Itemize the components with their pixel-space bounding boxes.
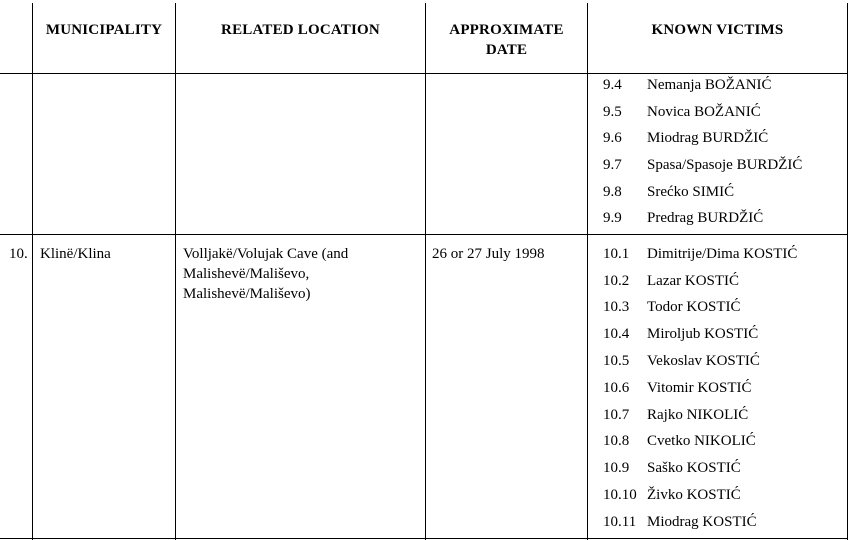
victim-number: 9.4 bbox=[603, 77, 622, 93]
victim-name: Vitomir KOSTIĆ bbox=[647, 380, 752, 396]
grid-line-h-header bbox=[0, 73, 848, 74]
victim-name: Srećko SIMIĆ bbox=[647, 184, 735, 200]
header-related-location: RELATED LOCATION bbox=[221, 22, 380, 38]
victim-name: Spasa/Spasoje BURDŽIĆ bbox=[647, 157, 803, 173]
victim-number: 9.7 bbox=[603, 157, 622, 173]
location-line: Volljakë/Volujak Cave (and bbox=[183, 246, 349, 262]
victim-number: 10.10 bbox=[603, 487, 637, 503]
victim-number: 9.9 bbox=[603, 210, 622, 226]
victim-name: Dimitrije/Dima KOSTIĆ bbox=[647, 246, 798, 262]
date-cell: 26 or 27 July 1998 bbox=[432, 246, 545, 262]
victim-name: Vekoslav KOSTIĆ bbox=[647, 353, 760, 369]
victim-name: Lazar KOSTIĆ bbox=[647, 273, 740, 289]
grid-line-h-bottom bbox=[0, 538, 848, 539]
grid-line-v-4 bbox=[847, 3, 848, 540]
victim-number: 10.8 bbox=[603, 433, 630, 449]
victim-number: 10.3 bbox=[603, 299, 630, 315]
victim-name: Miroljub KOSTIĆ bbox=[647, 326, 759, 342]
grid-line-v-0 bbox=[32, 3, 33, 540]
location-line: Malishevë/Mališevo) bbox=[183, 286, 311, 302]
victim-number: 10.4 bbox=[603, 326, 630, 342]
victim-number: 10.11 bbox=[603, 514, 637, 530]
grid-line-v-3 bbox=[587, 3, 588, 540]
victim-name: Miodrag KOSTIĆ bbox=[647, 514, 757, 530]
grid-line-v-1 bbox=[175, 3, 176, 540]
victim-name: Cvetko NIKOLIĆ bbox=[647, 433, 756, 449]
location-cell bbox=[183, 244, 348, 304]
victim-number: 9.8 bbox=[603, 184, 622, 200]
victim-number: 10.1 bbox=[603, 246, 630, 262]
grid-line-h-row bbox=[0, 234, 848, 235]
header-approximate-date bbox=[426, 20, 587, 60]
header-known-victims: KNOWN VICTIMS bbox=[651, 22, 784, 38]
victim-number: 10.6 bbox=[603, 380, 630, 396]
victim-number: 9.5 bbox=[603, 104, 622, 120]
victim-number: 10.7 bbox=[603, 407, 630, 423]
victim-name: Saško KOSTIĆ bbox=[647, 460, 741, 476]
victim-name: Rajko NIKOLIĆ bbox=[647, 407, 749, 423]
victim-number: 9.6 bbox=[603, 130, 622, 146]
municipality-cell: Klinë/Klina bbox=[40, 246, 111, 262]
location-line: Malishevë/Mališevo, bbox=[183, 266, 310, 282]
header-municipality: MUNICIPALITY bbox=[45, 22, 163, 38]
victim-number: 10.5 bbox=[603, 353, 630, 369]
victim-number: 10.2 bbox=[603, 273, 630, 289]
victim-name: Nemanja BOŽANIĆ bbox=[647, 77, 772, 93]
victim-name: Novica BOŽANIĆ bbox=[647, 104, 761, 120]
grid-line-v-2 bbox=[425, 3, 426, 540]
victim-number: 10.9 bbox=[603, 460, 630, 476]
victim-name: Todor KOSTIĆ bbox=[647, 299, 741, 315]
header-approximate-date-line1: APPROXIMATE bbox=[449, 22, 564, 38]
row-index: 10. bbox=[9, 246, 28, 262]
victim-name: Miodrag BURDŽIĆ bbox=[647, 130, 769, 146]
header-approximate-date-line2: DATE bbox=[485, 42, 528, 58]
victim-name: Predrag BURDŽIĆ bbox=[647, 210, 764, 226]
victim-name: Živko KOSTIĆ bbox=[647, 487, 741, 503]
